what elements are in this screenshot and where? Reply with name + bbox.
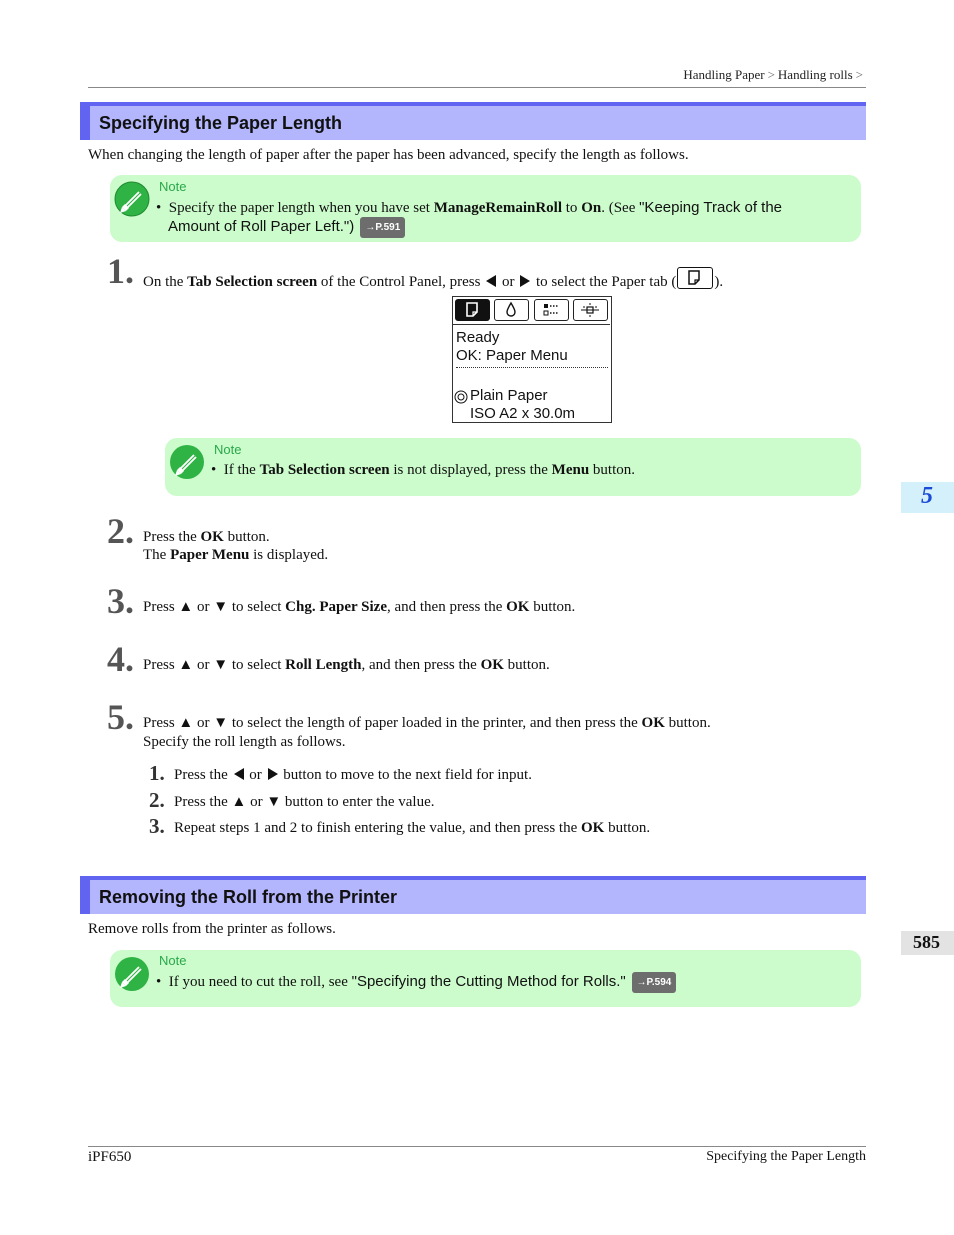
step-text-segment: or <box>498 274 519 290</box>
note-link[interactable]: "Specifying the Cutting Method for Rolls." <box>351 973 626 990</box>
step-text-segment: to select the Paper tab ( <box>532 274 677 290</box>
page-number: 585 <box>913 932 940 952</box>
intro-paragraph: When changing the length of paper after the paper has been advanced, specify the length as follows. <box>88 147 689 163</box>
header-rule <box>88 87 866 88</box>
step-number: 5. <box>107 697 134 737</box>
right-arrow-icon <box>268 768 278 780</box>
footer-model: iPF650 <box>88 1149 132 1165</box>
note-text <box>156 972 676 993</box>
job-tab-icon <box>534 299 569 321</box>
substep-number: 1. <box>149 761 165 785</box>
step-text <box>143 546 328 565</box>
step-text-segment: button. <box>604 820 651 836</box>
display-paper-type: Plain Paper <box>470 387 548 404</box>
step-text-segment: The <box>143 547 171 563</box>
settings-tab-icon <box>573 299 608 321</box>
step-bold: Tab Selection screen <box>187 274 318 290</box>
step-number: 1. <box>107 251 134 291</box>
step-text-segment: of the Control Panel, press <box>317 274 485 290</box>
note-text-segment: Specify the paper length when you have set <box>168 200 434 216</box>
section-title: Specifying the Paper Length <box>99 113 343 133</box>
note-text-segment: button. <box>589 462 636 478</box>
note-text <box>156 198 782 218</box>
note-text-segment: If the <box>223 462 260 478</box>
step-bold: Paper Menu <box>170 547 250 563</box>
display-tab-bar <box>453 297 610 325</box>
bullet: • <box>156 974 162 990</box>
breadcrumb <box>683 67 866 83</box>
step-bold: Chg. Paper Size <box>285 599 387 615</box>
note-link[interactable]: "Keeping Track of the <box>639 199 783 216</box>
ink-tab-icon <box>494 299 529 321</box>
display-paper-size: ISO A2 x 30.0m <box>470 405 576 422</box>
step-text-segment: Press ▲ or ▼ to select <box>143 599 286 615</box>
note-label: Note <box>214 442 242 457</box>
breadcrumb-item[interactable]: Handling rolls <box>777 67 853 82</box>
note-box <box>110 950 861 1007</box>
control-panel-display <box>452 296 612 423</box>
note-text-line2 <box>168 217 405 238</box>
step-text-segment: Press ▲ or ▼ to select <box>143 657 286 673</box>
note-box <box>110 175 861 242</box>
step-bold: OK <box>506 599 530 615</box>
page-number-tab <box>901 931 954 955</box>
note-bold: On <box>581 200 602 216</box>
substep-text <box>174 766 532 785</box>
step-text-segment: Repeat steps 1 and 2 to finish entering the value, and then press the <box>174 820 581 836</box>
step-text-segment: button. <box>664 715 711 731</box>
step-text-segment: ). <box>714 274 724 290</box>
section-title: Removing the Roll from the Printer <box>99 887 398 907</box>
note-bold: ManageRemainRoll <box>433 200 563 216</box>
display-hint-line: OK: Paper Menu <box>456 347 568 364</box>
page-ref-badge[interactable]: →P.591 <box>360 217 405 238</box>
step-text-segment: is displayed. <box>249 547 329 563</box>
step-text-segment: On the <box>143 274 188 290</box>
step-text-segment: button. <box>223 529 270 545</box>
pencil-note-icon <box>114 181 150 217</box>
paper-tab-icon <box>455 299 490 321</box>
step-bold: OK <box>200 529 224 545</box>
bullet: • <box>156 200 162 216</box>
step-text-segment: button to move to the next field for input. <box>279 767 532 783</box>
left-arrow-icon <box>486 275 496 287</box>
note-link[interactable]: Amount of Roll Paper Left.") <box>168 218 355 235</box>
breadcrumb-separator: > <box>855 67 863 82</box>
step-text-segment: or <box>245 767 266 783</box>
note-label: Note <box>159 179 187 194</box>
note-bold: Menu <box>551 462 590 478</box>
section-heading <box>80 876 866 914</box>
step-text-segment: button. <box>529 599 576 615</box>
footer-section-title: Specifying the Paper Length <box>706 1149 866 1164</box>
note-box <box>165 438 861 496</box>
note-text <box>211 461 635 480</box>
step-text <box>143 714 711 733</box>
display-status-line: Ready <box>456 329 500 346</box>
note-label: Note <box>159 953 187 968</box>
step-text-segment: , and then press the <box>386 599 507 615</box>
step-text-segment: Press ▲ or ▼ to select the length of paper loaded in the printer, and then press the <box>143 715 642 731</box>
note-text-segment: is not displayed, press the <box>389 462 552 478</box>
pencil-note-icon <box>169 444 205 480</box>
step-text <box>143 656 550 675</box>
step-text <box>143 598 575 617</box>
step-text-segment: Press the <box>143 529 201 545</box>
step-text-segment: , and then press the <box>361 657 481 673</box>
chapter-tab[interactable] <box>901 482 954 513</box>
step-text-segment: Press the <box>174 767 232 783</box>
chapter-number: 5 <box>921 483 933 509</box>
substep-text <box>174 819 650 838</box>
footer-rule <box>88 1146 866 1147</box>
step-number: 2. <box>107 511 134 551</box>
step-bold: OK <box>480 657 504 673</box>
breadcrumb-separator: > <box>767 67 775 82</box>
step-text <box>143 267 723 292</box>
substep-number: 3. <box>149 814 165 838</box>
step-number: 4. <box>107 639 134 679</box>
step-number: 3. <box>107 581 134 621</box>
substep-number: 2. <box>149 788 165 812</box>
page-ref-badge[interactable]: →P.594 <box>632 972 677 993</box>
left-arrow-icon <box>234 768 244 780</box>
step-bold: OK <box>580 820 605 836</box>
note-text-segment: to <box>562 200 582 216</box>
note-bold: Tab Selection screen <box>259 462 390 478</box>
right-arrow-icon <box>520 275 530 287</box>
note-text-segment: If you need to cut the roll, see <box>168 974 352 990</box>
step-bold: OK <box>641 715 665 731</box>
paper-tab-icon <box>677 267 713 289</box>
substep-text: Press the ▲ or ▼ button to enter the value. <box>174 794 435 810</box>
step-text <box>143 528 270 547</box>
display-divider <box>456 367 608 368</box>
paper-type-icon <box>454 390 468 404</box>
section-heading <box>80 102 866 140</box>
breadcrumb-item[interactable]: Handling Paper <box>683 67 765 82</box>
pencil-note-icon <box>114 956 150 992</box>
step-bold: Roll Length <box>285 657 362 673</box>
intro-paragraph: Remove rolls from the printer as follows. <box>88 921 336 937</box>
step-text: Specify the roll length as follows. <box>143 734 346 750</box>
bullet: • <box>211 462 217 478</box>
note-text-segment: . (See <box>601 200 640 216</box>
step-text-segment: button. <box>503 657 550 673</box>
